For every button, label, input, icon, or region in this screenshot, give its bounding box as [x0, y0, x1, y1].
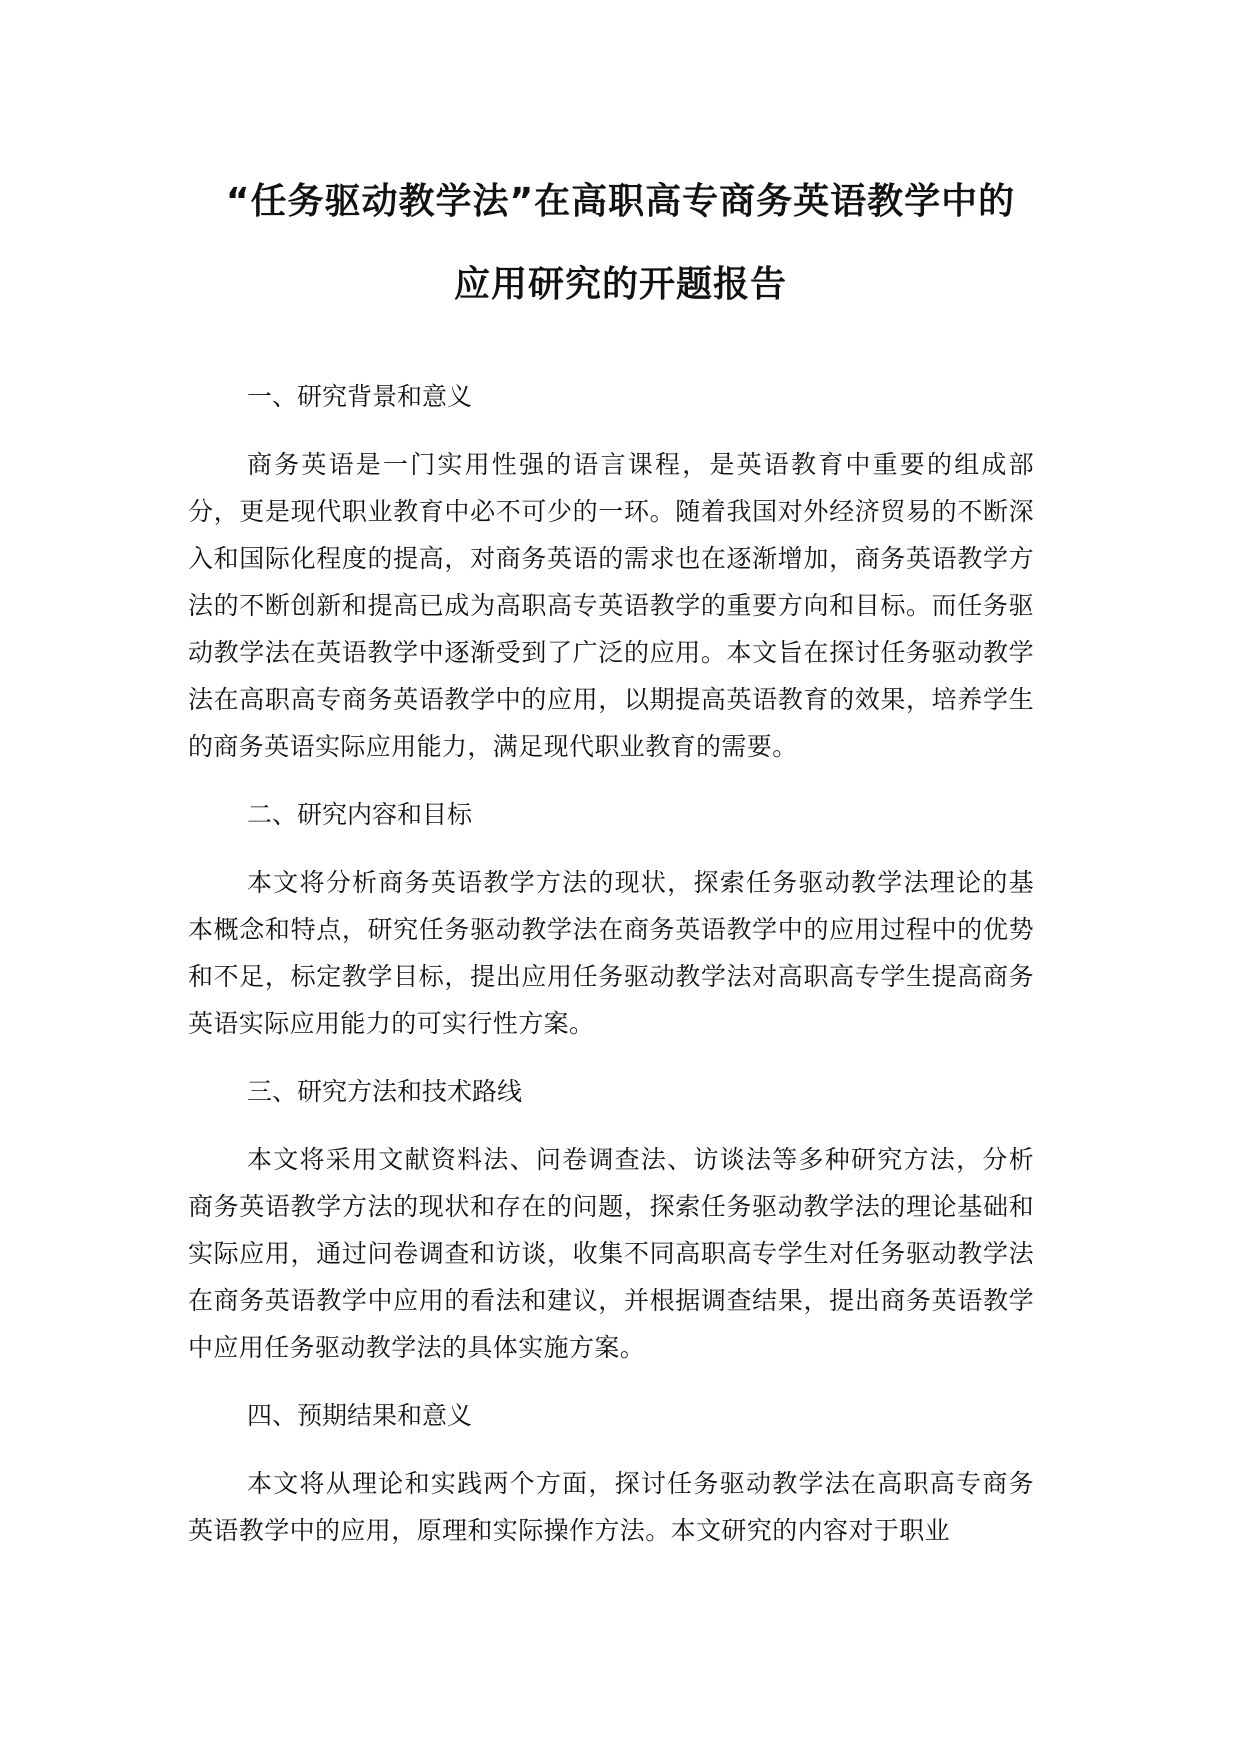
- section-heading-expected-results: 四、预期结果和意义: [247, 1401, 473, 1430]
- section-heading-background: 一、研究背景和意义: [247, 382, 473, 411]
- section-body-methods: 本文将采用文献资料法、问卷调查法、访谈法等多种研究方法，分析商务英语教学方法的现状和存在的问题，探索任务驱动教学法的理论基础和实际应用，通过问卷调查和访谈，收集不同高职高专学生对任务驱动教学法在商务英语教学中应用的看法和建议，并根据调查结果，提出商务英语教学中应用任务驱动教学法的具体实施方案。: [188, 1145, 1034, 1362]
- section-body-expected-results: 本文将从理论和实践两个方面，探讨任务驱动教学法在高职高专商务英语教学中的应用，原理和实际操作方法。本文研究的内容对于职业: [188, 1469, 1034, 1545]
- section-body-background: 商务英语是一门实用性强的语言课程，是英语教育中重要的组成部分，更是现代职业教育中必不可少的一环。随着我国对外经济贸易的不断深入和国际化程度的提高，对商务英语的需求也在逐渐增加，商务英语教学方法的不断创新和提高已成为高职高专英语教学的重要方向和目标。而任务驱动教学法在英语教学中逐渐受到了广泛的应用。本文旨在探讨任务驱动教学法在高职高专商务英语教学中的应用，以期提高英语教育的效果，培养学生的商务英语实际应用能力，满足现代职业教育的需要。: [188, 450, 1034, 761]
- document-title-line-1: “任务驱动教学法”在高职高专商务英语教学中的: [225, 181, 1016, 222]
- document-title-line-2: 应用研究的开题报告: [453, 264, 787, 305]
- document-body: [188, 373, 1034, 1575]
- section-body-content-goals: 本文将分析商务英语教学方法的现状，探索任务驱动教学法理论的基本概念和特点，研究任务驱动教学法在商务英语教学中的应用过程中的优势和不足，标定教学目标，提出应用任务驱动教学法对高职高专学生提高商务英语实际应用能力的可实行性方案。: [188, 868, 1034, 1038]
- section-heading-content-goals: 二、研究内容和目标: [247, 800, 473, 829]
- section-heading-methods: 三、研究方法和技术路线: [247, 1077, 523, 1106]
